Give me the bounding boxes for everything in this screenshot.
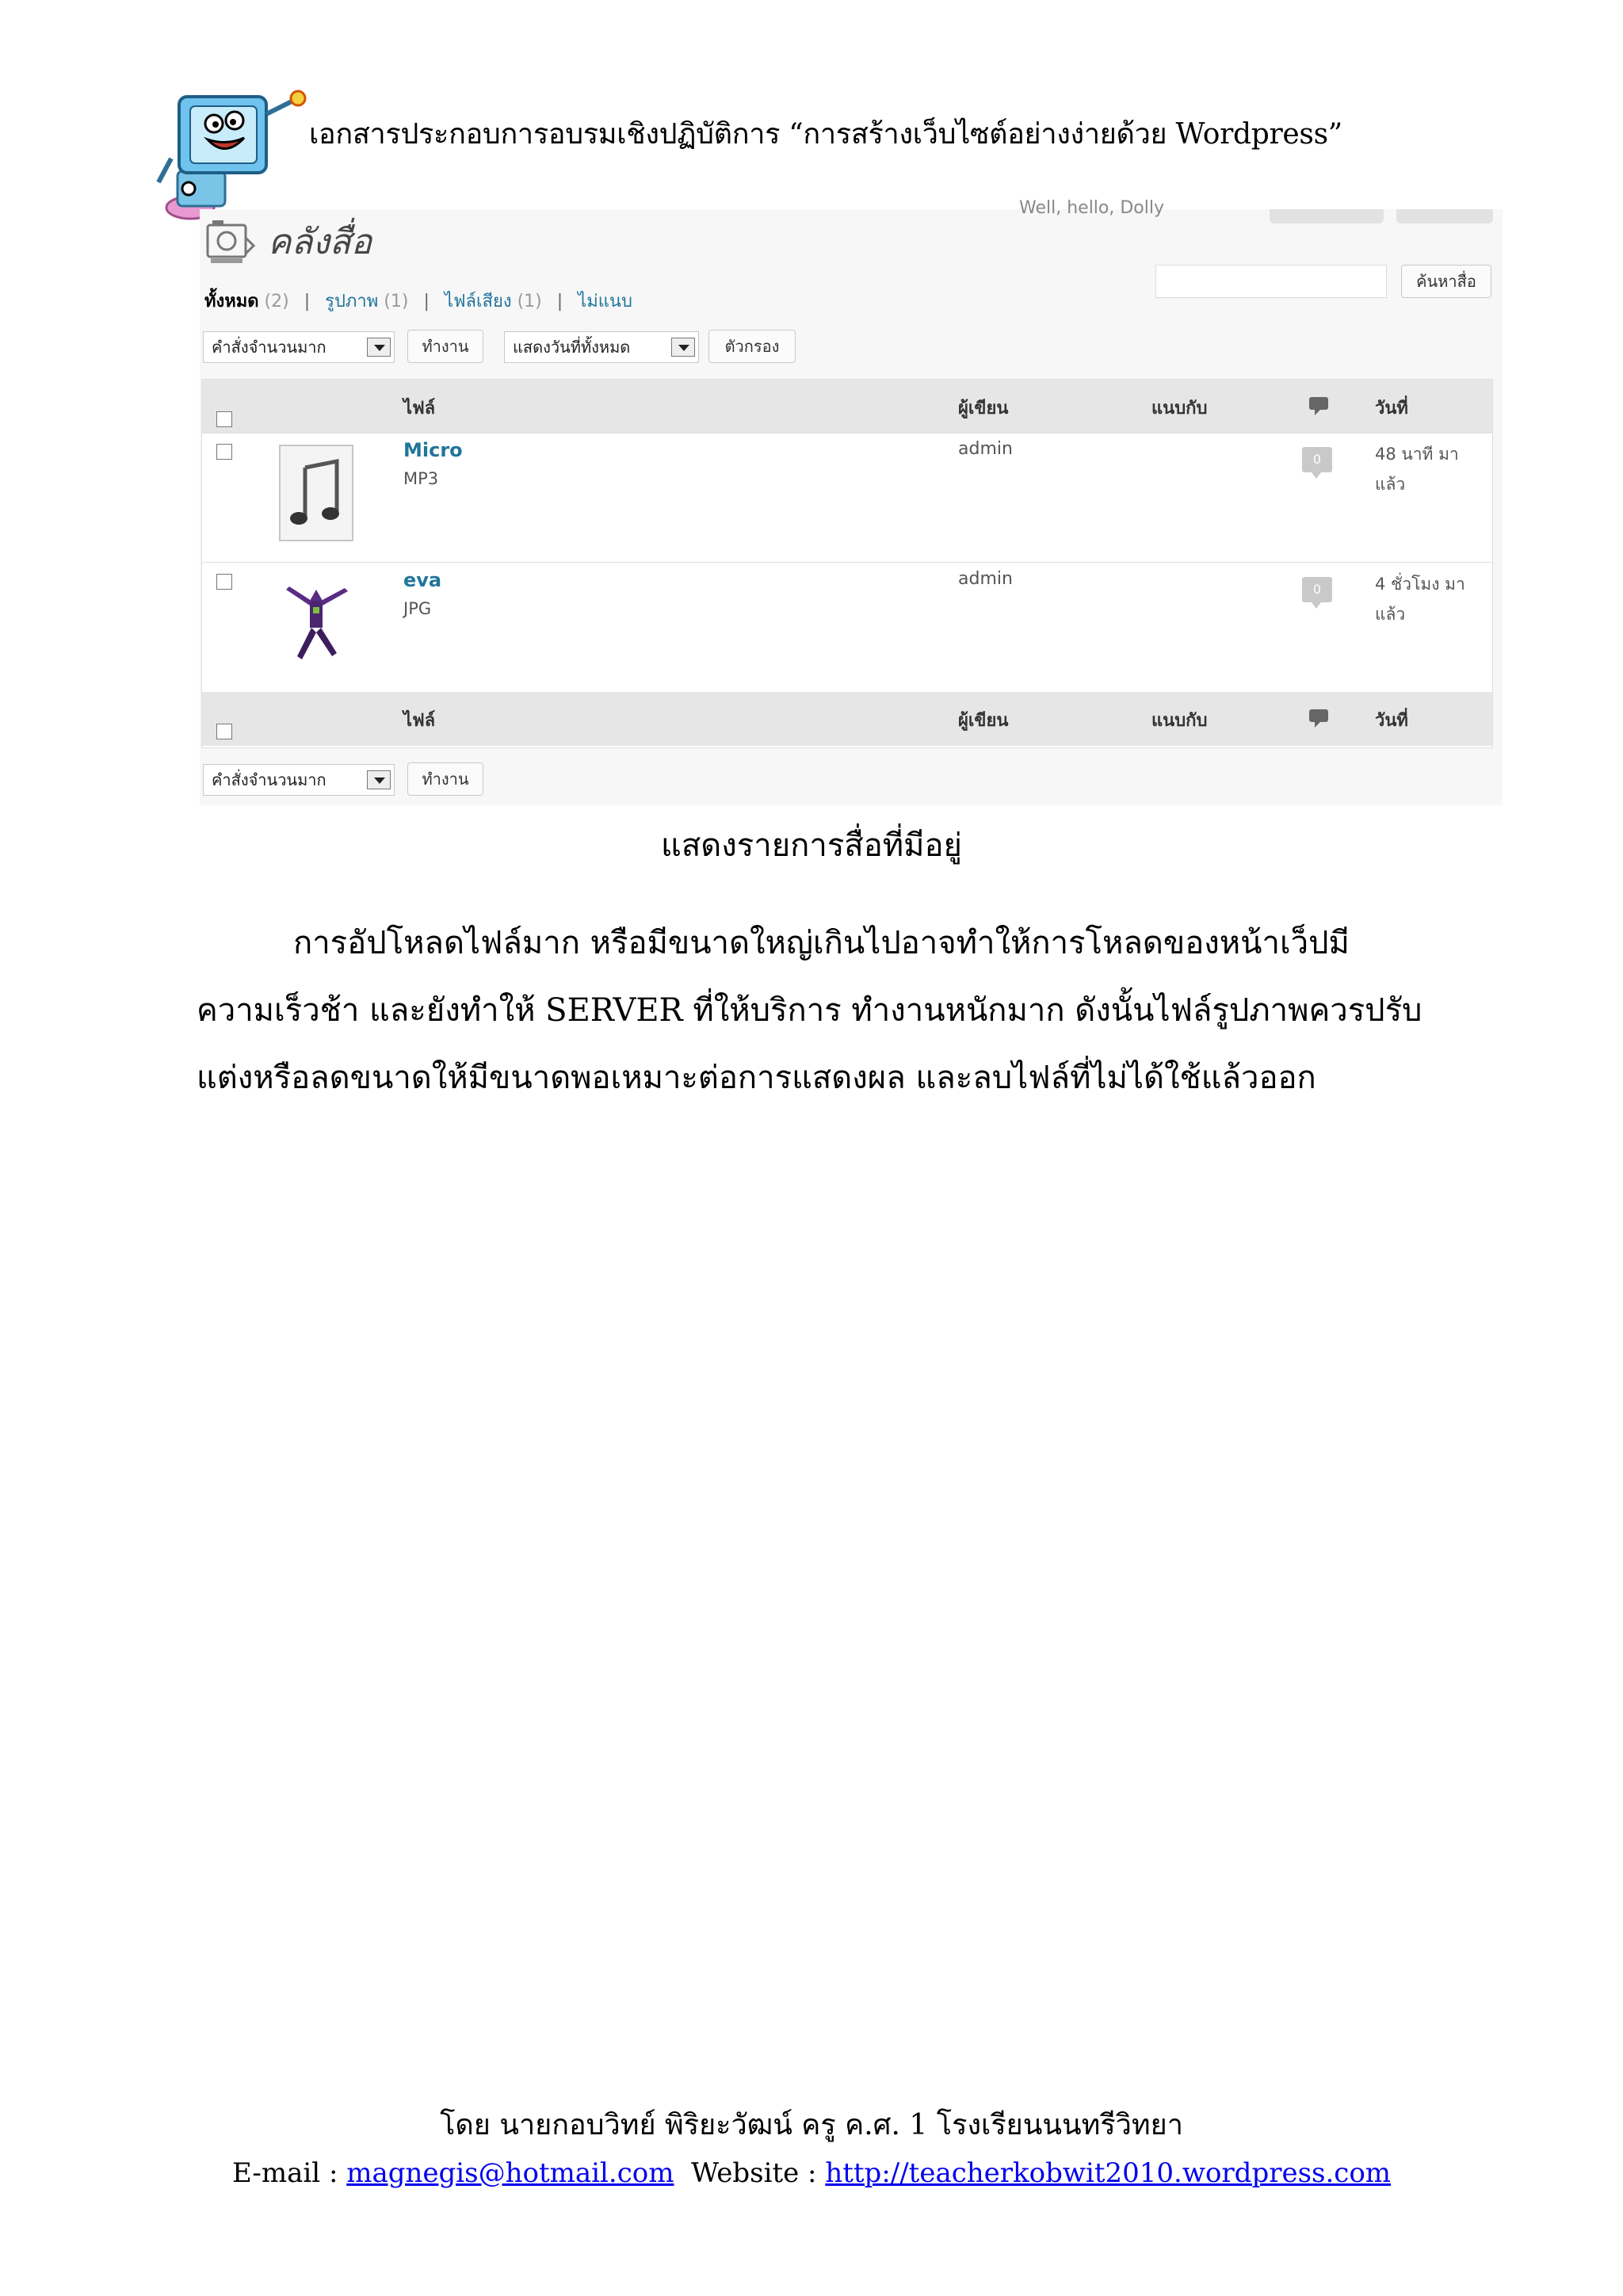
contact-line <box>0 2157 1623 2189</box>
chevron-down-icon <box>671 338 695 357</box>
chevron-down-icon <box>367 338 391 357</box>
media-date: 48 นาที มา แล้ว <box>1375 445 1459 494</box>
table-row <box>202 562 1492 692</box>
row-checkbox[interactable] <box>216 444 232 460</box>
column-date[interactable]: วันที่ <box>1375 711 1408 731</box>
comment-icon <box>1308 708 1329 728</box>
media-search-input[interactable] <box>1155 265 1387 298</box>
media-library-screenshot <box>200 198 1503 805</box>
filter-all-label[interactable]: ทั้งหมด <box>204 292 259 311</box>
media-author: admin <box>958 439 1013 459</box>
comment-count-badge[interactable]: 0 <box>1302 447 1332 472</box>
page-title: คลังสื่อ <box>268 222 372 262</box>
table-footer <box>202 692 1492 746</box>
media-table <box>201 379 1493 748</box>
media-title-link[interactable]: Micro <box>403 439 463 461</box>
figure-caption: แสดงรายการสื่อที่มีอยู่ <box>661 827 962 864</box>
filter-button[interactable]: ตัวกรอง <box>708 330 796 363</box>
bulk-action-select[interactable] <box>203 331 395 363</box>
column-attached: แนบกับ <box>1151 399 1208 418</box>
help-tab[interactable] <box>1396 209 1493 223</box>
computer-mascot-logo <box>155 82 314 225</box>
column-file[interactable]: ไฟล์ <box>403 399 436 418</box>
column-author: ผู้เขียน <box>958 711 1009 731</box>
table-row <box>202 432 1492 562</box>
email-link[interactable]: magnegis@hotmail.com <box>346 2157 674 2189</box>
column-attached: แนบกับ <box>1151 711 1208 731</box>
media-date: 4 ชั่วโมง มา แล้ว <box>1375 575 1465 624</box>
audio-file-icon <box>278 444 354 542</box>
filter-images-link[interactable]: รูปภาพ <box>325 292 379 311</box>
column-author: ผู้เขียน <box>958 399 1009 418</box>
media-library-icon <box>204 214 257 266</box>
media-file-type: JPG <box>403 599 432 618</box>
column-file[interactable]: ไฟล์ <box>403 711 436 731</box>
select-all-checkbox[interactable] <box>216 411 232 427</box>
column-date[interactable]: วันที่ <box>1375 399 1408 418</box>
bulk-action-select-bottom[interactable] <box>203 764 395 796</box>
media-title-link[interactable]: eva <box>403 569 442 591</box>
screen-options-tab[interactable] <box>1270 209 1384 223</box>
comment-icon <box>1308 395 1329 416</box>
document-header: เอกสารประกอบการอบรมเชิงปฏิบัติการ “การสร้างเว็บไซต์อย่างง่ายด้วย Wordpress” <box>309 118 1342 151</box>
author-byline: โดย นายกอบวิทย์ พิริยะวัฒน์ ครู ค.ศ. 1 โรงเรียนนนทรีวิทยา <box>440 2109 1183 2141</box>
chevron-down-icon <box>367 770 391 789</box>
bulk-action-value: คำสั่งจำนวนมาก <box>212 338 327 357</box>
filter-audio-link[interactable]: ไฟล์เสียง <box>444 292 512 311</box>
filter-all-count: (2) <box>264 292 289 311</box>
apply-button[interactable]: ทำงาน <box>407 330 483 363</box>
row-checkbox[interactable] <box>216 574 232 590</box>
filter-unattached-link[interactable]: ไม่แนบ <box>578 292 632 311</box>
date-filter-select[interactable] <box>504 331 699 363</box>
website-link[interactable]: http://teacherkobwit2010.wordpress.com <box>825 2157 1392 2189</box>
email-label: E-mail : <box>231 2157 347 2189</box>
media-author: admin <box>958 569 1013 589</box>
paragraph-text: การอัปโหลดไฟล์มาก หรือมีขนาดใหญ่เกินไปอาจทำให้การโหลดของหน้าเว็ปมีความเร็วช้า และยังทำให้ SERVER ที่ให้บริการ ทำงานหนักมาก ดังนั้นไฟล์รูปภาพควรปรับแต่งหรือลดขนาดให้มีขนาดพอเหมาะต่อการแสดงผล และลบไฟล์ที่ไม่ได้ใช้แล้วออก <box>197 925 1423 1096</box>
website-label: Website : <box>691 2157 826 2189</box>
greeting-text: Well, hello, Dolly <box>1019 198 1165 218</box>
media-filter-links: ทั้งหมด (2) | รูปภาพ (1) | ไฟล์เสียง (1) | ไม่แนบ <box>204 292 632 311</box>
date-filter-value: แสดงวันที่ทั้งหมด <box>513 338 631 357</box>
robot-image-thumbnail <box>278 574 354 672</box>
comment-count-badge[interactable]: 0 <box>1302 577 1332 602</box>
select-all-checkbox[interactable] <box>216 724 232 739</box>
filter-audio-count: (1) <box>517 292 542 311</box>
filter-images-count: (1) <box>384 292 409 311</box>
bulk-action-value: คำสั่งจำนวนมาก <box>212 770 327 789</box>
media-file-type: MP3 <box>403 469 439 488</box>
apply-button-bottom[interactable]: ทำงาน <box>407 762 483 796</box>
table-header <box>202 380 1492 434</box>
search-media-button[interactable]: ค้นหาสื่อ <box>1401 265 1491 298</box>
body-paragraph <box>197 910 1433 1112</box>
